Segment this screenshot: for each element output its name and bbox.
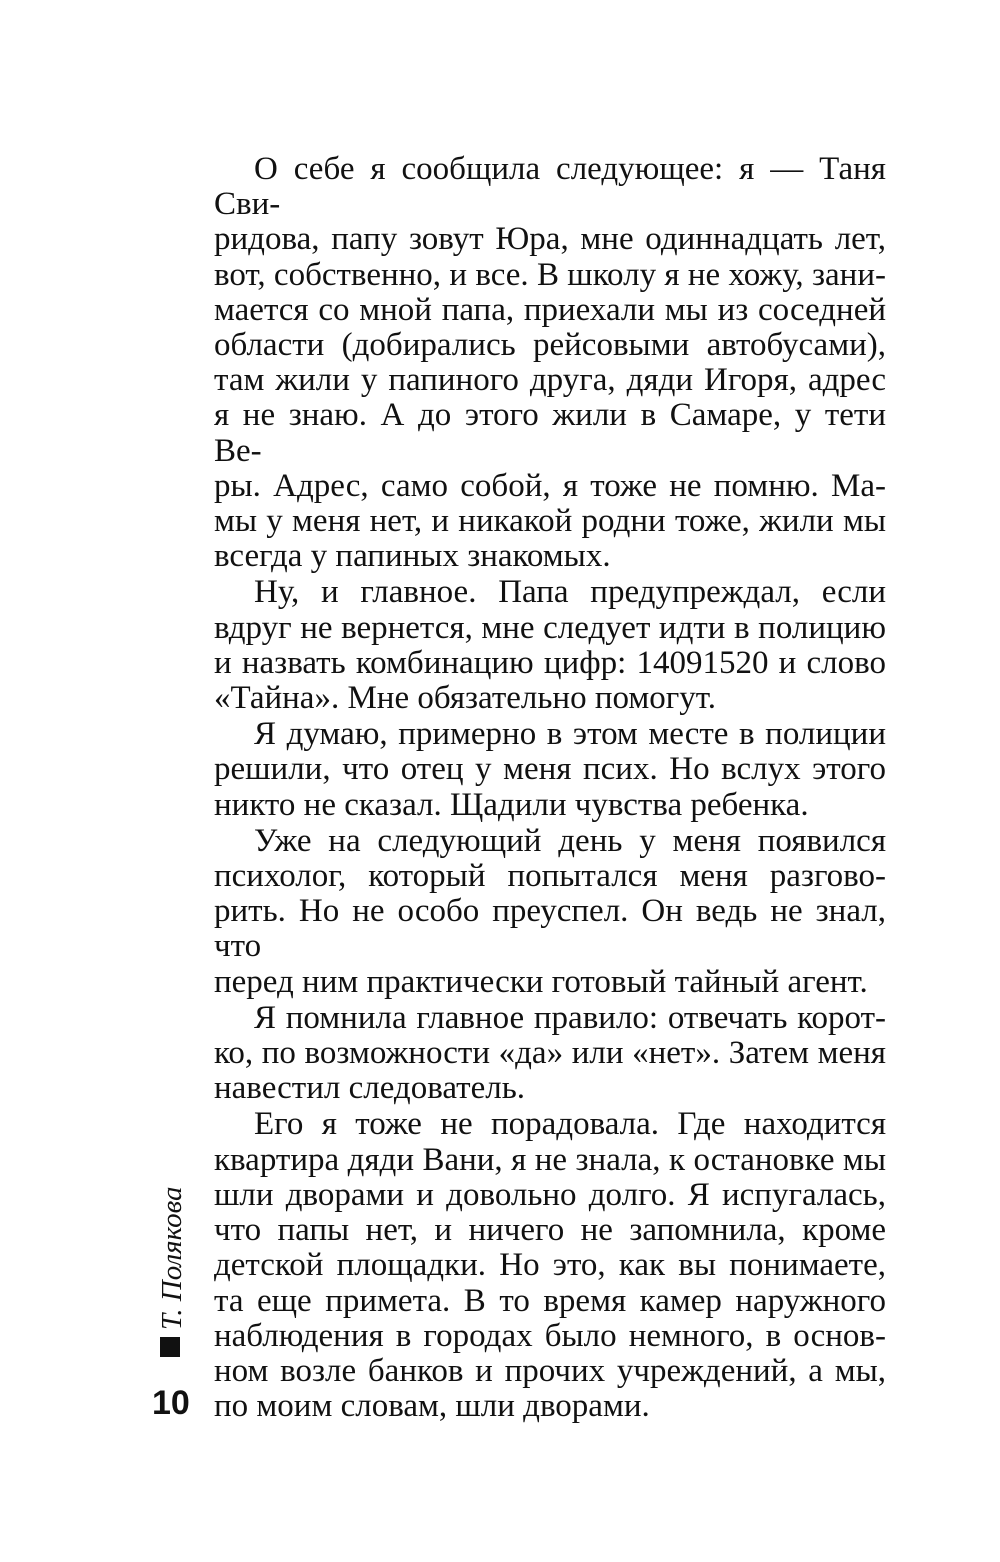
text-line: ном возле банков и прочих учреждений, а мы, (214, 1352, 886, 1389)
text-line: рить. Но не особо преуспел. Он ведь не знал, что (214, 893, 886, 965)
text-line: области (добирались рейсовыми автобусами), (214, 327, 886, 364)
page-number: 10 (152, 1384, 190, 1422)
text-line: решили, что отец у меня псих. Но вслух этого (214, 751, 886, 788)
running-head-author: Т. Полякова (156, 1186, 188, 1330)
text-line: ры. Адрес, само собой, я тоже не помню. Ма- (214, 467, 886, 504)
text-line: Я помнила главное правило: отвечать корот- (254, 999, 886, 1036)
text-line: Его я тоже не порадовала. Где находится (254, 1106, 886, 1143)
text-line: навестил следователь. (214, 1070, 526, 1107)
text-line: мается со мной папа, приехали мы из соседней (214, 291, 886, 328)
paragraph (214, 152, 886, 574)
black-square-marker (160, 1337, 180, 1357)
paragraph (214, 1107, 886, 1424)
text-line: там жили у папиного друга, дяди Игоря, адрес (214, 362, 886, 399)
text-line: вот, собственно, и все. В школу я не хожу, зани- (214, 256, 886, 293)
paragraph (214, 824, 886, 1000)
text-line: Уже на следующий день у меня появился (254, 822, 886, 859)
text-line: Ну, и главное. Папа предупреждал, если (254, 574, 886, 611)
text-line: всегда у папиных знакомых. (214, 538, 611, 575)
text-line: детской площадки. Но это, как вы понимаете, (214, 1247, 886, 1284)
text-line: О себе я сообщила следующее: я — Таня Сви- (214, 151, 886, 223)
paragraph (214, 1001, 886, 1107)
text-line: никто не сказал. Щадили чувства ребенка. (214, 786, 809, 823)
text-line: ридова, папу зовут Юра, мне одиннадцать лет, (214, 221, 886, 258)
text-line: психолог, который попытался меня разгово- (214, 858, 886, 895)
text-line: по моим словам, шли дворами. (214, 1388, 650, 1425)
text-line: Я думаю, примерно в этом месте в полиции (254, 716, 886, 753)
text-line: я не знаю. А до этого жили в Самаре, у тети Ве- (214, 397, 886, 469)
text-line: квартира дяди Вани, я не знала, к остановке мы (214, 1141, 886, 1178)
paragraph (214, 717, 886, 823)
body-text (214, 152, 886, 1424)
text-line: вдруг не вернется, мне следует идти в полицию (214, 609, 886, 646)
paragraph (214, 575, 886, 716)
text-line: шли дворами и довольно долго. Я испугалась, (214, 1176, 886, 1213)
text-line: наблюдения в городах было немного, в основ- (214, 1317, 886, 1354)
text-line: и назвать комбинацию цифр: 14091520 и слово (214, 644, 886, 681)
text-line: ко, по возможности «да» или «нет». Затем меня (214, 1035, 886, 1072)
text-line: та еще примета. В то время камер наружного (214, 1282, 886, 1319)
text-line: «Тайна». Мне обязательно помогут. (214, 680, 716, 717)
text-line: мы у меня нет, и никакой родни тоже, жили мы (214, 503, 886, 540)
text-line: что папы нет, и ничего не запомнила, кроме (214, 1212, 886, 1249)
text-line: перед ним практически готовый тайный агент. (214, 963, 868, 1000)
